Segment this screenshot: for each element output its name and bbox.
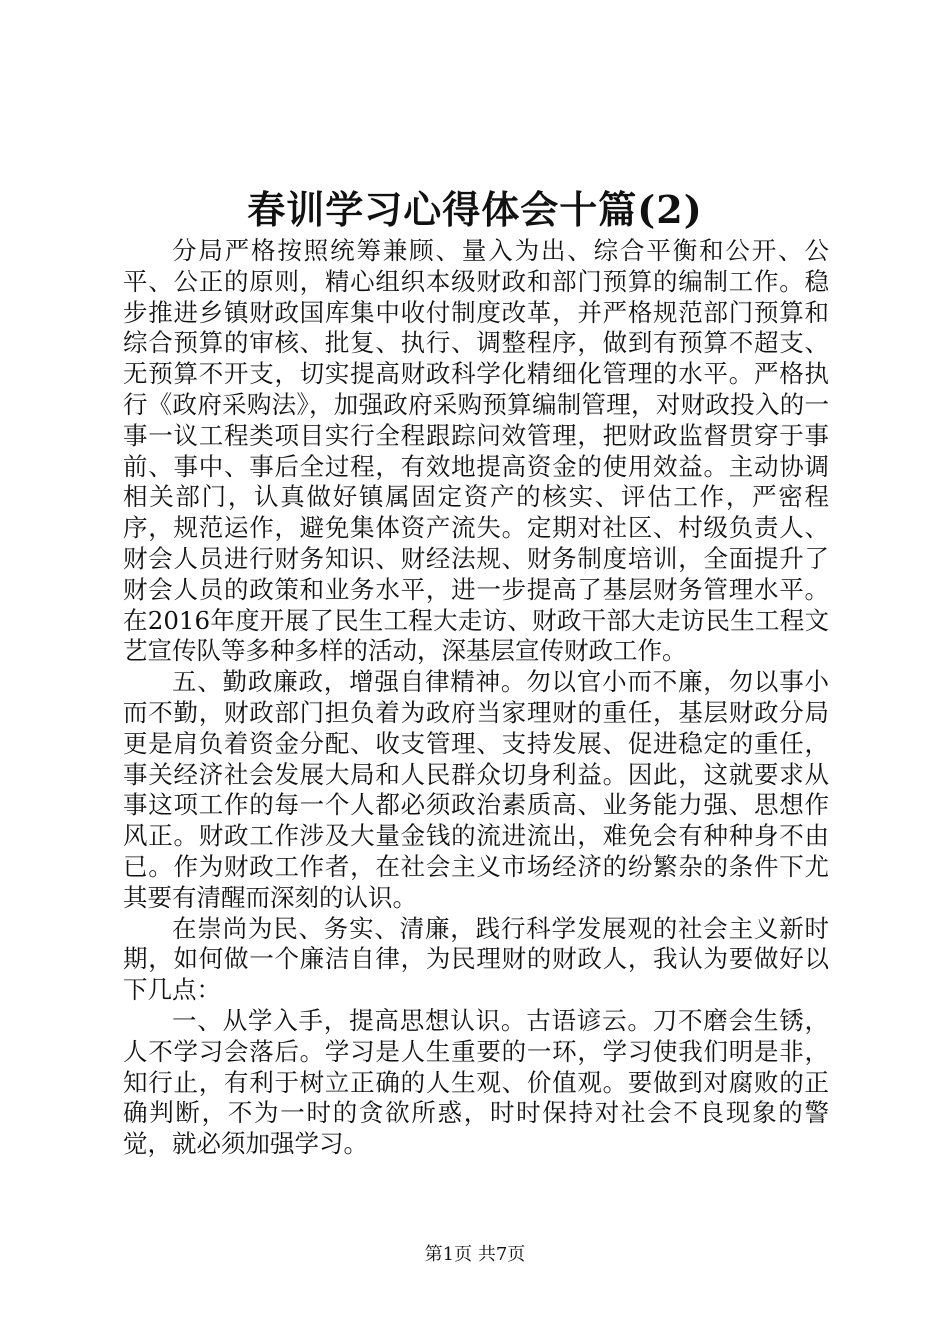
- paragraph-budget-management: 分局严格按照统筹兼顾、量入为出、综合平衡和公开、公平、公正的原则，精心组织本级财政和部门预算的编制工作。稳步推进乡镇财政国库集中收付制度改革，并严格规范部门预算和综合预算的审核、批复、执行、调整程序，做到有预算不超支、无预算不开支，切实提高财政科学化精细化管理的水平。严格执行《政府采购法》，加强政府采购预算编制管理，对财政投入的一事一议工程类项目实行全程跟踪问效管理，把财政监督贯穿于事前、事中、事后全过程，有效地提高资金的使用效益。主动协调相关部门，认真做好镇属固定资产的核实、评估工作，严密程序，规范运作，避免集体资产流失。定期对社区、村级负责人、财会人员进行财务知识、财经法规、财务制度培训，全面提升了财会人员的政策和业务水平，进一步提高了基层财务管理水平。在2016年度开展了民生工程大走访、财政干部大走访民生工程文艺宣传队等多种多样的活动，深基层宣传财政工作。: [123, 236, 829, 666]
- document-title: 春训学习心得体会十篇(2): [247, 187, 703, 232]
- paragraph-new-era: 在崇尚为民、务实、清廉，践行科学发展观的社会主义新时期，如何做一个廉洁自律，为民理财的财政人，我认为要做好以下几点：: [123, 913, 829, 1005]
- paragraph-diligence-integrity: 五、勤政廉政，增强自律精神。勿以官小而不廉，勿以事小而不勤，财政部门担负着为政府当家理财的重任，基层财政分局更是肩负着资金分配、收支管理、支持发展、促进稳定的重任，事关经济社会发展大局和人民群众切身利益。因此，这就要求从事这项工作的每一个人都必须政治素质高、业务能力强、思想作风正。财政工作涉及大量金钱的流进流出，难免会有种种身不由已。作为财政工作者，在社会主义市场经济的纷繁杂的条件下尤其要有清醒而深刻的认识。: [123, 667, 829, 912]
- paragraph-learning: 一、从学入手，提高思想认识。古语谚云。刀不磨会生锈，人不学习会落后。学习是人生重要的一环，学习使我们明是非，知行止，有利于树立正确的人生观、价值观。要做到对腐败的正确判断，不为一时的贪欲所惑，时时保持对社会不良现象的警觉，就必须加强学习。: [123, 1005, 829, 1159]
- page-number-footer: 第1页 共7页: [424, 1244, 526, 1265]
- document-body: [123, 236, 829, 1160]
